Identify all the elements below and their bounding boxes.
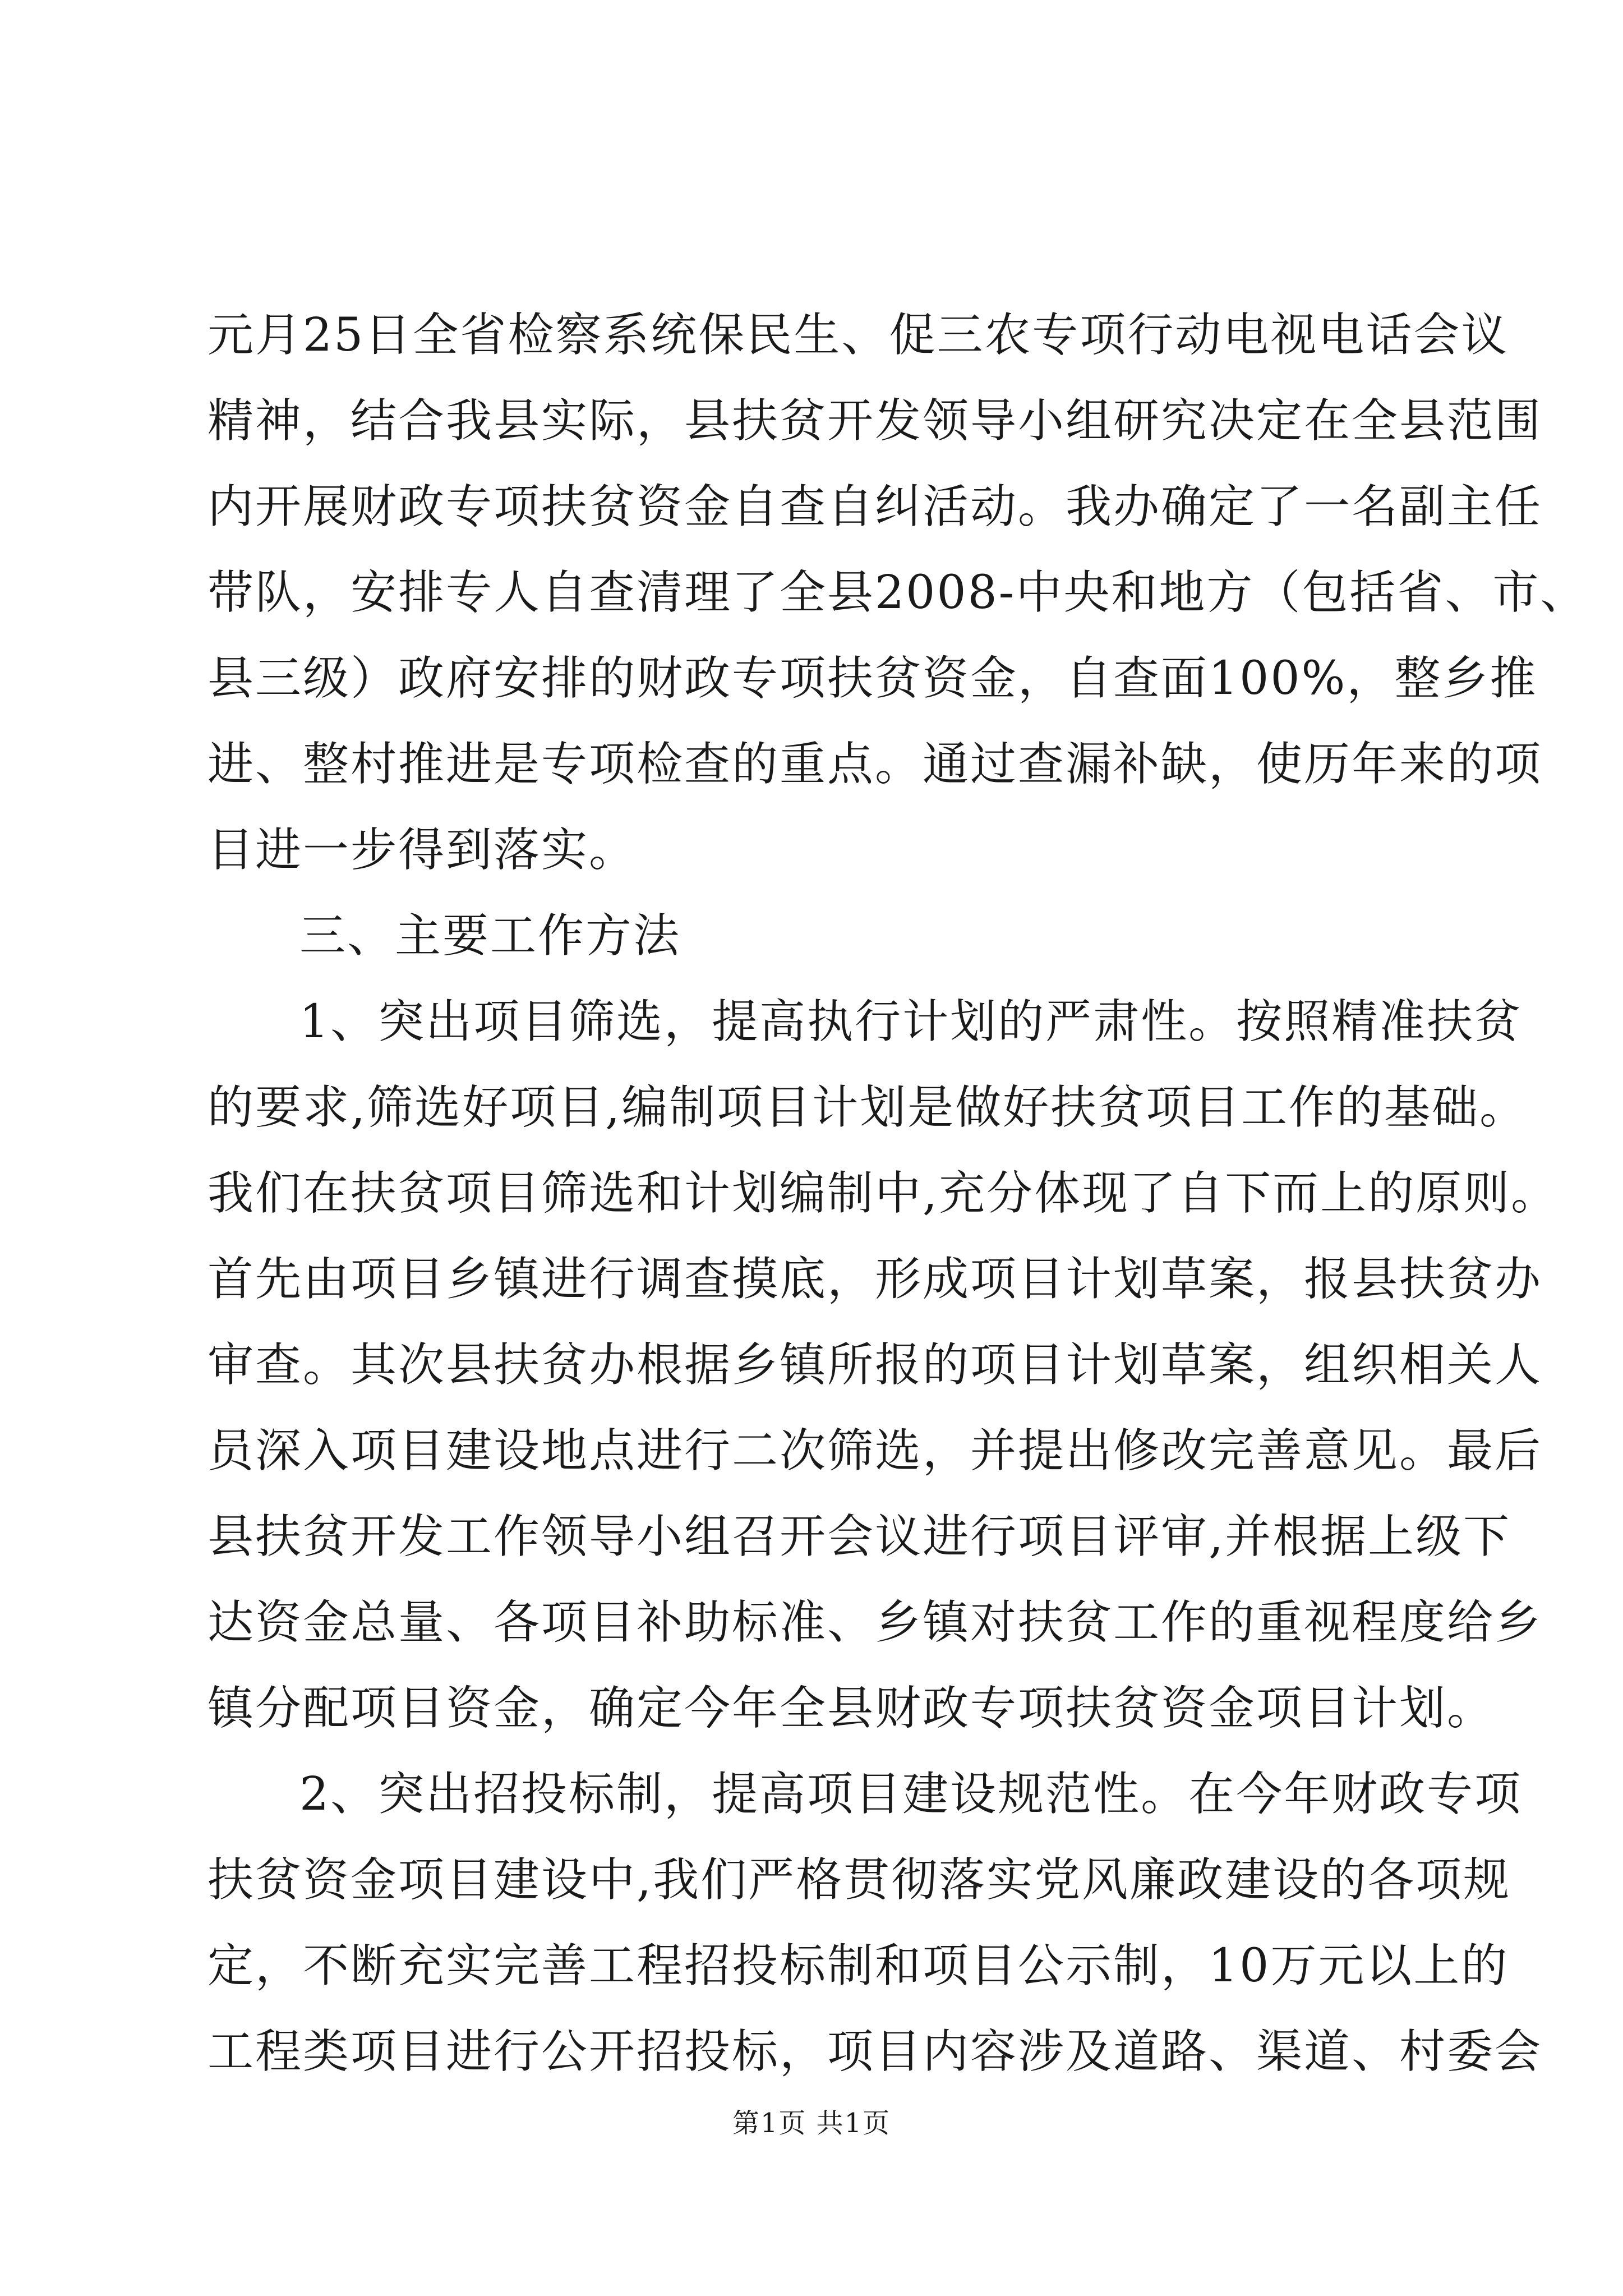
text-line: 镇分配项目资金，确定今年全县财政专项扶贫资金项目计划。 [208,1682,1495,1735]
text-line: 审查。其次县扶贫办根据乡镇所报的项目计划草案，组织相关人 [208,1338,1543,1392]
text-line: 进、整村推进是专项检查的重点。通过查漏补缺，使历年来的项 [208,738,1543,791]
paragraph-lines [208,292,1588,2095]
text-line: 员深入项目建设地点进行二次筛选，并提出修改完善意见。最后 [208,1424,1543,1478]
text-line: 精神，结合我县实际，县扶贫开发领导小组研究决定在全县范围 [208,394,1543,448]
text-line: 我们在扶贫项目筛选和计划编制中,充分体现了自下而上的原则。 [208,1167,1559,1220]
text-line: 达资金总量、各项目补助标准、乡镇对扶贫工作的重视程度给乡 [208,1596,1543,1649]
page-footer: 第1页 共1页 [732,2108,891,2139]
text-line: 2、突出招投标制，提高项目建设规范性。在今年财政专项 [299,1768,1523,1821]
text-line: 1、突出项目筛选，提高执行计划的严肃性。按照精准扶贫 [299,995,1523,1048]
text-line: 县扶贫开发工作领导小组召开会议进行项目评审,并根据上级下 [208,1510,1511,1563]
text-line: 目进一步得到落实。 [208,823,637,877]
text-line: 工程类项目进行公开招投标，项目内容涉及道路、渠道、村委会 [208,2025,1543,2078]
text-line: 元月25日全省检察系统保民生、促三农专项行动电视电话会议 [208,309,1509,362]
text-line: 带队，安排专人自查清理了全县2008-中央和地方（包括省、市、 [208,566,1588,619]
text-line: 的要求,筛选好项目,编制项目计划是做好扶贫项目工作的基础。 [208,1081,1528,1134]
document-body [208,292,1588,2095]
text-line: 县三级）政府安排的财政专项扶贫资金，自查面100%，整乡推 [208,652,1538,705]
text-line: 定，不断充实完善工程招投标制和项目公示制，10万元以上的 [208,1939,1509,1993]
text-line: 内开展财政专项扶贫资金自查自纠活动。我办确定了一名副主任 [208,480,1543,533]
text-line: 扶贫资金项目建设中,我们严格贯彻落实党风廉政建设的各项规 [208,1853,1511,1907]
text-line: 三、主要工作方法 [299,909,681,963]
text-line: 首先由项目乡镇进行调查摸底，形成项目计划草案，报县扶贫办 [208,1253,1543,1306]
